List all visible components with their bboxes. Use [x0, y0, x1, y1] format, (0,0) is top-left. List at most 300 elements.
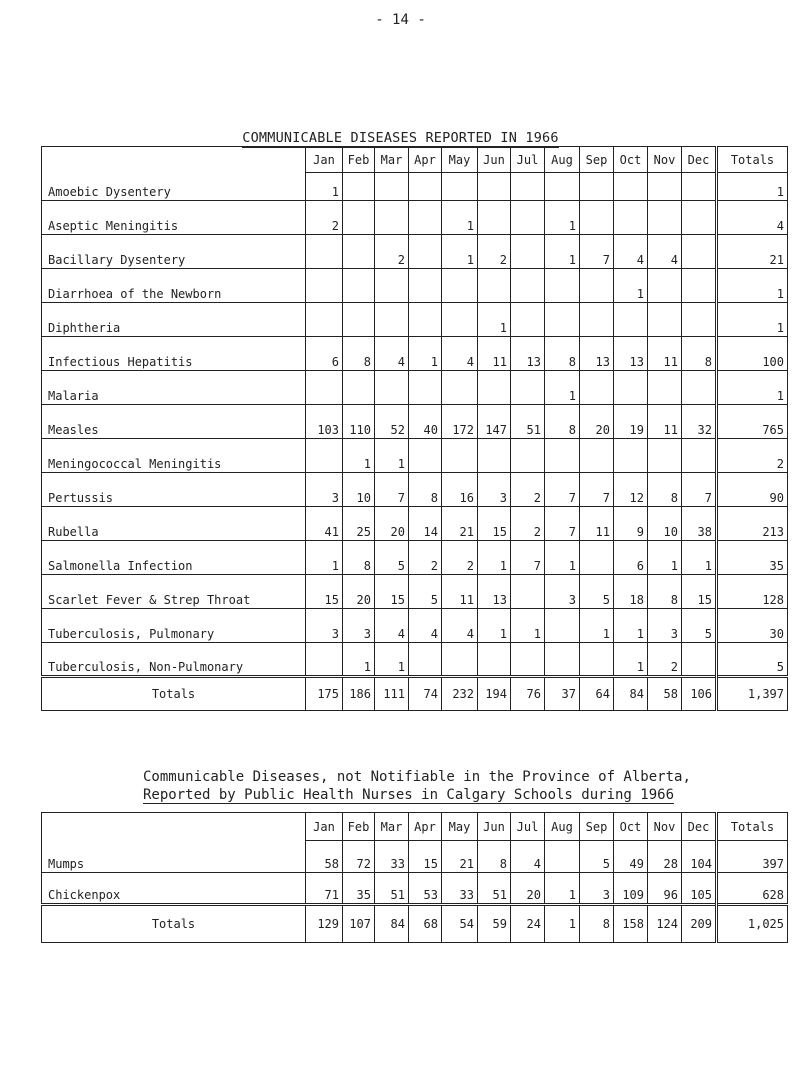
- row-label: Tuberculosis, Pulmonary: [42, 609, 306, 643]
- month-total: 24: [511, 905, 545, 943]
- row-total: 628: [717, 873, 788, 905]
- cell-value: 15: [682, 575, 717, 609]
- table-row: [42, 235, 788, 269]
- row-label: Bacillary Dysentery: [42, 235, 306, 269]
- cell-value: [343, 173, 375, 201]
- cell-value: [511, 575, 545, 609]
- cell-value: 4: [375, 609, 409, 643]
- cell-value: [614, 371, 648, 405]
- cell-value: 6: [614, 541, 648, 575]
- row-total: 30: [717, 609, 788, 643]
- cell-value: 49: [614, 841, 648, 873]
- month-header: Aug: [545, 813, 580, 841]
- cell-value: 4: [511, 841, 545, 873]
- cell-value: [682, 173, 717, 201]
- row-label: Chickenpox: [42, 873, 306, 905]
- month-header: May: [442, 147, 478, 173]
- table-row: [42, 201, 788, 235]
- row-total: 5: [717, 643, 788, 677]
- cell-value: 4: [442, 337, 478, 371]
- cell-value: 35: [343, 873, 375, 905]
- cell-value: 7: [580, 473, 614, 507]
- cell-value: [682, 371, 717, 405]
- cell-value: 1: [375, 643, 409, 677]
- cell-value: 5: [375, 541, 409, 575]
- month-header: Dec: [682, 147, 717, 173]
- cell-value: [306, 269, 343, 303]
- cell-value: 4: [409, 609, 442, 643]
- month-total: 175: [306, 677, 343, 711]
- row-label: Pertussis: [42, 473, 306, 507]
- month-header: Feb: [343, 147, 375, 173]
- row-total: 2: [717, 439, 788, 473]
- totals-header: Totals: [717, 813, 788, 841]
- cell-value: 11: [648, 337, 682, 371]
- cell-value: [478, 201, 511, 235]
- cell-value: 20: [343, 575, 375, 609]
- row-total: 397: [717, 841, 788, 873]
- month-total: 186: [343, 677, 375, 711]
- cell-value: [511, 371, 545, 405]
- cell-value: [442, 269, 478, 303]
- cell-value: [580, 173, 614, 201]
- non-notifiable-diseases-table: [41, 812, 788, 943]
- cell-value: [511, 173, 545, 201]
- cell-value: [409, 201, 442, 235]
- month-total: 37: [545, 677, 580, 711]
- cell-value: [343, 303, 375, 337]
- month-header: Sep: [580, 147, 614, 173]
- cell-value: 1: [545, 541, 580, 575]
- month-header: Jul: [511, 147, 545, 173]
- month-header: Jan: [306, 147, 343, 173]
- cell-value: [682, 303, 717, 337]
- row-label: Measles: [42, 405, 306, 439]
- month-total: 209: [682, 905, 717, 943]
- month-header: Feb: [343, 813, 375, 841]
- cell-value: 8: [682, 337, 717, 371]
- table-row: [42, 643, 788, 677]
- cell-value: 2: [409, 541, 442, 575]
- cell-value: [478, 173, 511, 201]
- row-label: Salmonella Infection: [42, 541, 306, 575]
- cell-value: [375, 201, 409, 235]
- cell-value: 7: [375, 473, 409, 507]
- cell-value: [682, 235, 717, 269]
- month-total: 158: [614, 905, 648, 943]
- totals-header: Totals: [717, 147, 788, 173]
- cell-value: 1: [682, 541, 717, 575]
- cell-value: 19: [614, 405, 648, 439]
- cell-value: 3: [343, 609, 375, 643]
- month-header: Jul: [511, 813, 545, 841]
- month-header: Mar: [375, 813, 409, 841]
- cell-value: [478, 371, 511, 405]
- cell-value: 4: [442, 609, 478, 643]
- communicable-diseases-table: [41, 146, 788, 711]
- month-total: 74: [409, 677, 442, 711]
- table2-title: [143, 768, 783, 804]
- cell-value: [545, 269, 580, 303]
- row-total: 213: [717, 507, 788, 541]
- totals-row: [42, 677, 788, 711]
- cell-value: 1: [478, 541, 511, 575]
- cell-value: 21: [442, 507, 478, 541]
- cell-value: [409, 643, 442, 677]
- row-total: 90: [717, 473, 788, 507]
- cell-value: 52: [375, 405, 409, 439]
- cell-value: [648, 269, 682, 303]
- table-row: [42, 575, 788, 609]
- cell-value: 6: [306, 337, 343, 371]
- month-total: 68: [409, 905, 442, 943]
- row-label: Diphtheria: [42, 303, 306, 337]
- cell-value: 2: [442, 541, 478, 575]
- cell-value: [375, 269, 409, 303]
- cell-value: 1: [343, 439, 375, 473]
- row-label: Tuberculosis, Non-Pulmonary: [42, 643, 306, 677]
- cell-value: 5: [580, 575, 614, 609]
- cell-value: 8: [343, 541, 375, 575]
- cell-value: 2: [306, 201, 343, 235]
- cell-value: [409, 235, 442, 269]
- cell-value: 4: [375, 337, 409, 371]
- cell-value: [648, 371, 682, 405]
- cell-value: 1: [614, 609, 648, 643]
- cell-value: 40: [409, 405, 442, 439]
- month-total: 107: [343, 905, 375, 943]
- cell-value: 7: [545, 507, 580, 541]
- cell-value: [375, 173, 409, 201]
- month-total: 8: [580, 905, 614, 943]
- table-row: [42, 303, 788, 337]
- month-total: 106: [682, 677, 717, 711]
- month-header: Mar: [375, 147, 409, 173]
- cell-value: [545, 173, 580, 201]
- table-row: [42, 405, 788, 439]
- cell-value: 96: [648, 873, 682, 905]
- row-total: 765: [717, 405, 788, 439]
- cell-value: [580, 439, 614, 473]
- cell-value: 1: [478, 609, 511, 643]
- cell-value: 1: [614, 643, 648, 677]
- month-header: Aug: [545, 147, 580, 173]
- cell-value: 1: [306, 541, 343, 575]
- cell-value: [682, 439, 717, 473]
- cell-value: [409, 371, 442, 405]
- cell-value: 4: [648, 235, 682, 269]
- cell-value: [409, 439, 442, 473]
- cell-value: 1: [478, 303, 511, 337]
- cell-value: 3: [580, 873, 614, 905]
- cell-value: 14: [409, 507, 442, 541]
- table2-title-line2: Reported by Public Health Nurses in Calgary Schools during 1966: [143, 787, 675, 803]
- cell-value: 1: [614, 269, 648, 303]
- cell-value: 33: [442, 873, 478, 905]
- month-total: 111: [375, 677, 409, 711]
- cell-value: [614, 303, 648, 337]
- month-header: Oct: [614, 147, 648, 173]
- row-total: 128: [717, 575, 788, 609]
- row-total: 35: [717, 541, 788, 575]
- totals-label: Totals: [42, 677, 306, 711]
- month-header: Oct: [614, 813, 648, 841]
- cell-value: 11: [478, 337, 511, 371]
- cell-value: 5: [409, 575, 442, 609]
- month-header: Nov: [648, 147, 682, 173]
- row-total: 1: [717, 303, 788, 337]
- month-total: 58: [648, 677, 682, 711]
- cell-value: 8: [648, 575, 682, 609]
- row-total: 1: [717, 173, 788, 201]
- cell-value: 11: [580, 507, 614, 541]
- cell-value: 8: [545, 337, 580, 371]
- cell-value: [614, 173, 648, 201]
- month-total: 194: [478, 677, 511, 711]
- cell-value: 21: [442, 841, 478, 873]
- cell-value: 11: [648, 405, 682, 439]
- cell-value: 58: [306, 841, 343, 873]
- month-total: 124: [648, 905, 682, 943]
- cell-value: 104: [682, 841, 717, 873]
- month-header: Sep: [580, 813, 614, 841]
- cell-value: 28: [648, 841, 682, 873]
- cell-value: [442, 173, 478, 201]
- month-total: 59: [478, 905, 511, 943]
- cell-value: [478, 269, 511, 303]
- row-label: Infectious Hepatitis: [42, 337, 306, 371]
- cell-value: [580, 541, 614, 575]
- table-row: [42, 337, 788, 371]
- cell-value: 11: [442, 575, 478, 609]
- cell-value: [580, 303, 614, 337]
- cell-value: 8: [648, 473, 682, 507]
- row-total: 1: [717, 371, 788, 405]
- cell-value: [580, 269, 614, 303]
- cell-value: [545, 303, 580, 337]
- cell-value: [511, 303, 545, 337]
- cell-value: 15: [375, 575, 409, 609]
- table-row: [42, 873, 788, 905]
- cell-value: 1: [511, 609, 545, 643]
- cell-value: [306, 371, 343, 405]
- cell-value: [511, 235, 545, 269]
- cell-value: [306, 303, 343, 337]
- cell-value: [614, 201, 648, 235]
- cell-value: 13: [511, 337, 545, 371]
- cell-value: [478, 439, 511, 473]
- cell-value: [511, 643, 545, 677]
- table1-title: COMMUNICABLE DISEASES REPORTED IN 1966: [242, 130, 559, 146]
- cell-value: 53: [409, 873, 442, 905]
- cell-value: 4: [614, 235, 648, 269]
- month-header: Jun: [478, 147, 511, 173]
- cell-value: 33: [375, 841, 409, 873]
- cell-value: [682, 201, 717, 235]
- cell-value: 32: [682, 405, 717, 439]
- cell-value: 1: [580, 609, 614, 643]
- cell-value: [511, 201, 545, 235]
- cell-value: 13: [614, 337, 648, 371]
- page-number: - 14 -: [375, 12, 426, 28]
- cell-value: 9: [614, 507, 648, 541]
- cell-value: [545, 643, 580, 677]
- month-header: Dec: [682, 813, 717, 841]
- grand-total: 1,397: [717, 677, 788, 711]
- cell-value: 8: [545, 405, 580, 439]
- grand-total: 1,025: [717, 905, 788, 943]
- row-label: Diarrhoea of the Newborn: [42, 269, 306, 303]
- cell-value: [343, 371, 375, 405]
- cell-value: 105: [682, 873, 717, 905]
- row-total: 21: [717, 235, 788, 269]
- month-total: 76: [511, 677, 545, 711]
- table-row: [42, 371, 788, 405]
- cell-value: 10: [343, 473, 375, 507]
- cell-value: 12: [614, 473, 648, 507]
- cell-value: 72: [343, 841, 375, 873]
- cell-value: 38: [682, 507, 717, 541]
- cell-value: 16: [442, 473, 478, 507]
- cell-value: [442, 303, 478, 337]
- cell-value: [343, 235, 375, 269]
- cell-value: 103: [306, 405, 343, 439]
- cell-value: [648, 173, 682, 201]
- row-total: 100: [717, 337, 788, 371]
- month-header: Nov: [648, 813, 682, 841]
- cell-value: 1: [375, 439, 409, 473]
- month-total: 232: [442, 677, 478, 711]
- month-total: 84: [614, 677, 648, 711]
- cell-value: [442, 439, 478, 473]
- month-header: Jun: [478, 813, 511, 841]
- month-header: Apr: [409, 813, 442, 841]
- cell-value: 7: [545, 473, 580, 507]
- table-row: [42, 609, 788, 643]
- cell-value: [580, 371, 614, 405]
- row-label: Amoebic Dysentery: [42, 147, 306, 201]
- cell-value: [614, 439, 648, 473]
- cell-value: 8: [343, 337, 375, 371]
- cell-value: 1: [409, 337, 442, 371]
- cell-value: 1: [442, 235, 478, 269]
- cell-value: [375, 371, 409, 405]
- cell-value: 3: [478, 473, 511, 507]
- cell-value: [409, 269, 442, 303]
- cell-value: 51: [478, 873, 511, 905]
- cell-value: 2: [511, 473, 545, 507]
- cell-value: [682, 643, 717, 677]
- cell-value: 18: [614, 575, 648, 609]
- cell-value: 109: [614, 873, 648, 905]
- cell-value: [306, 643, 343, 677]
- cell-value: 2: [511, 507, 545, 541]
- totals-row: [42, 905, 788, 943]
- cell-value: 1: [648, 541, 682, 575]
- month-total: 129: [306, 905, 343, 943]
- cell-value: 51: [375, 873, 409, 905]
- month-total: 84: [375, 905, 409, 943]
- cell-value: 15: [478, 507, 511, 541]
- row-label: Aseptic Meningitis: [42, 201, 306, 235]
- row-total: 1: [717, 269, 788, 303]
- cell-value: 2: [478, 235, 511, 269]
- header-row: [42, 813, 788, 841]
- cell-value: 3: [306, 473, 343, 507]
- table-row: [42, 473, 788, 507]
- table-row: [42, 269, 788, 303]
- cell-value: 1: [545, 235, 580, 269]
- cell-value: [648, 439, 682, 473]
- cell-value: [442, 643, 478, 677]
- table-row: [42, 507, 788, 541]
- row-label: Scarlet Fever & Strep Throat: [42, 575, 306, 609]
- month-total: 1: [545, 905, 580, 943]
- cell-value: 41: [306, 507, 343, 541]
- cell-value: 10: [648, 507, 682, 541]
- cell-value: [442, 371, 478, 405]
- cell-value: 7: [580, 235, 614, 269]
- cell-value: 20: [375, 507, 409, 541]
- cell-value: [478, 643, 511, 677]
- cell-value: 8: [409, 473, 442, 507]
- cell-value: [545, 841, 580, 873]
- month-header: Apr: [409, 147, 442, 173]
- cell-value: 3: [545, 575, 580, 609]
- cell-value: 2: [375, 235, 409, 269]
- cell-value: 1: [545, 371, 580, 405]
- row-total: 4: [717, 201, 788, 235]
- cell-value: [343, 201, 375, 235]
- cell-value: 2: [648, 643, 682, 677]
- cell-value: 5: [580, 841, 614, 873]
- cell-value: 172: [442, 405, 478, 439]
- row-label: Malaria: [42, 371, 306, 405]
- cell-value: [511, 269, 545, 303]
- cell-value: [648, 303, 682, 337]
- cell-value: 15: [409, 841, 442, 873]
- cell-value: 13: [580, 337, 614, 371]
- cell-value: [409, 303, 442, 337]
- cell-value: 3: [306, 609, 343, 643]
- cell-value: 51: [511, 405, 545, 439]
- cell-value: [545, 609, 580, 643]
- cell-value: [580, 201, 614, 235]
- cell-value: 3: [648, 609, 682, 643]
- cell-value: [375, 303, 409, 337]
- cell-value: 7: [511, 541, 545, 575]
- cell-value: [511, 439, 545, 473]
- row-label: Meningococcal Meningitis: [42, 439, 306, 473]
- cell-value: [580, 643, 614, 677]
- cell-value: 20: [511, 873, 545, 905]
- month-total: 54: [442, 905, 478, 943]
- cell-value: 13: [478, 575, 511, 609]
- cell-value: [682, 269, 717, 303]
- cell-value: 8: [478, 841, 511, 873]
- cell-value: 1: [306, 173, 343, 201]
- row-label: Mumps: [42, 813, 306, 873]
- header-row: [42, 147, 788, 173]
- cell-value: 1: [545, 873, 580, 905]
- cell-value: [306, 439, 343, 473]
- cell-value: 1: [343, 643, 375, 677]
- table2-title-line1: Communicable Diseases, not Notifiable in the Province of Alberta,: [143, 769, 691, 785]
- cell-value: [545, 439, 580, 473]
- month-header: Jan: [306, 813, 343, 841]
- cell-value: [409, 173, 442, 201]
- cell-value: 7: [682, 473, 717, 507]
